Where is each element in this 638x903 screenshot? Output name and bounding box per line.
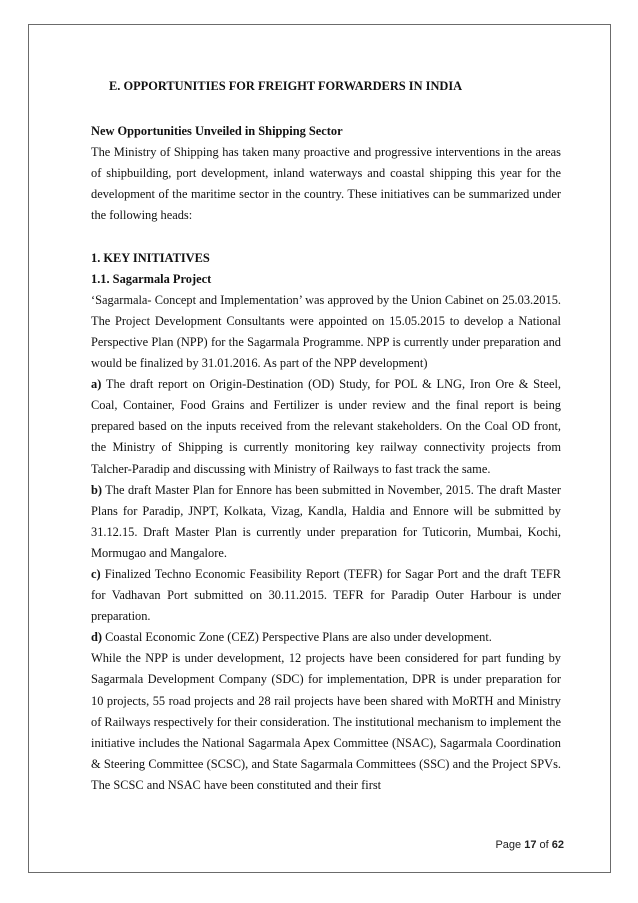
intro-paragraph: The Ministry of Shipping has taken many proactive and progressive interventions in the areas of shipbuilding, port development, inland waterways and coastal shipping this year for the development of the maritime sector in the country. These initiatives can be summarized under the following heads: — [91, 145, 561, 223]
closing-paragraph: While the NPP is under development, 12 projects have been considered for part funding by Sagarmala Development Company (SDC) for implementation, DPR is under preparation for 10 projects, 55 road projects and 28 rail projects have been shared with MoRTH and Ministry of Railways respectively for their consideration. The institutional mechanism to implement the initiative includes the National Sagarmala Apex Committee (NSAC), Sagarmala Coordination & Steering Committee (SCSC), and State Sagarmala Committees (SSC) and the Project SPVs. The SCSC and NSAC have been constituted and their first — [91, 651, 561, 792]
page-footer — [495, 839, 564, 851]
footer-total-pages: 62 — [551, 839, 564, 851]
item-a-text: The draft report on Origin-Destination (OD) Study, for POL & LNG, Iron Ore & Steel, Coal, Container, Food Grains and Fertilizer is under review and the final report is being prepared based on the inputs received from the relevant stakeholders. On the Coal OD front, the Ministry of Shipping is currently monitoring key railway connectivity projects from Talcher-Paradip and discussing with Ministry of Railways to fast track the same. — [91, 377, 561, 476]
item-a-label: a) — [91, 377, 102, 392]
item-d-text: Coastal Economic Zone (CEZ) Perspective Plans are also under development. — [102, 630, 492, 645]
item-c — [91, 564, 561, 627]
sagarmala-paragraph: ‘Sagarmala- Concept and Implementation’ was approved by the Union Cabinet on 25.03.2015. The Project Development Consultants were appointed on 15.05.2015 to develop a National Perspective Plan (NPP) for the Sagarmala Programme. NPP is currently under preparation and would be finalized by 31.01.2016. As part of the NPP development) — [91, 292, 561, 371]
item-c-label: c) — [91, 566, 101, 581]
item-b — [91, 480, 561, 564]
item-c-text: Finalized Techno Economic Feasibility Report (TEFR) for Sagar Port and the draft TEFR for Vadhavan Port submitted on 30.11.2015. TEFR for Paradip Outer Harbour is under preparation. — [91, 566, 561, 624]
item-d — [91, 627, 561, 648]
item-b-label: b) — [91, 482, 103, 497]
footer-page-number: 17 — [524, 839, 537, 851]
subheading: New Opportunities Unveiled in Shipping Sector — [91, 124, 343, 139]
footer-page-word: Page — [495, 839, 525, 851]
item-b-text: The draft Master Plan for Ennore has been submitted in November, 2015. The draft Master Plans for Paradip, JNPT, Kolkata, Vizag, Kandla, Haldia and Ennore will be submitted by 31.12.15. Draft Master Plan is currently under preparation for Tuticorin, Mumbai, Kochi, Mormugao and Mangalore. — [91, 482, 561, 560]
item-d-label: d) — [91, 630, 103, 645]
section-heading: E. OPPORTUNITIES FOR FREIGHT FORWARDERS IN INDIA — [109, 79, 463, 93]
sagarmala-heading: 1.1. Sagarmala Project — [91, 271, 212, 286]
footer-of-word: of — [536, 839, 552, 851]
spacer — [91, 227, 561, 248]
key-initiatives-heading: 1. KEY INITIATIVES — [91, 250, 210, 265]
document-body — [91, 76, 561, 796]
item-a — [91, 374, 561, 479]
